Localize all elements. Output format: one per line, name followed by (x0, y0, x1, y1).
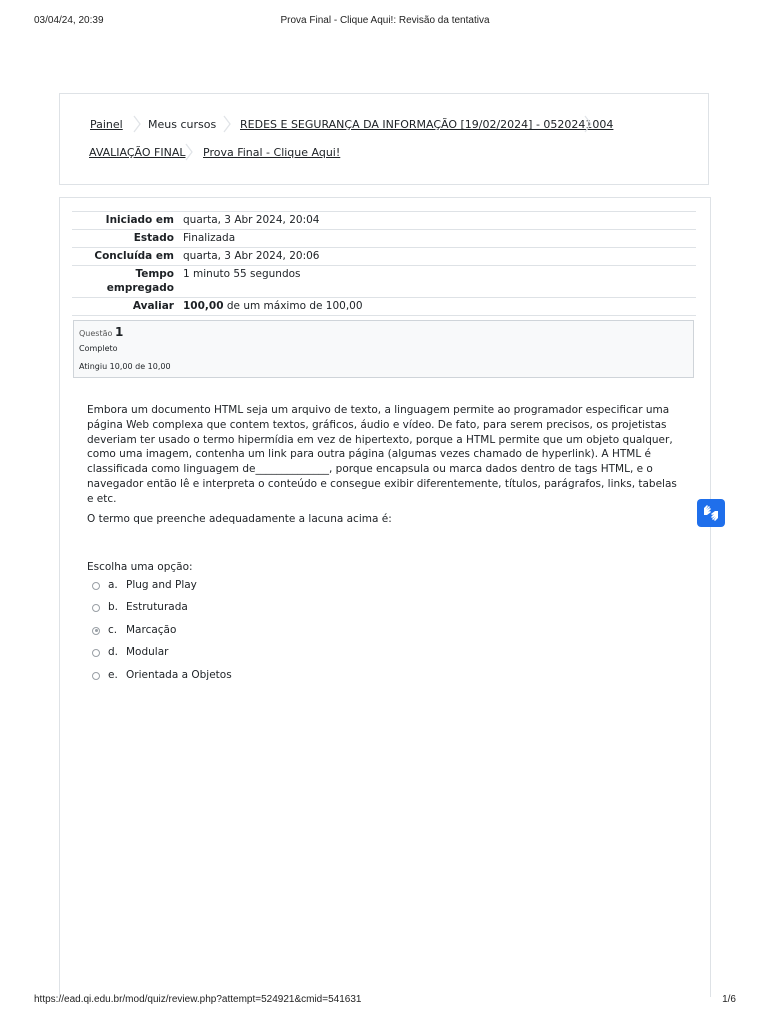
option-text: Marcação (126, 623, 177, 636)
summary-row-completed (72, 248, 696, 266)
summary-row-grade (72, 298, 696, 316)
breadcrumb-link-course[interactable]: REDES E SEGURANÇA DA INFORMAÇÃO [19/02/2024] - 0520241004 (240, 118, 614, 131)
print-page-number: 1/6 (722, 994, 736, 1005)
breadcrumb-link-prova-final[interactable]: Prova Final - Clique Aqui! (203, 146, 341, 159)
summary-value: 1 minuto 55 segundos (178, 266, 696, 298)
summary-value (178, 298, 696, 316)
accessibility-widget-button[interactable] (697, 499, 725, 527)
question-text: Embora um documento HTML seja um arquivo de texto, a linguagem permite ao programador especificar uma página Web complexa que contem textos, gráficos, áudio e vídeo. De fato, para serem precisos, os projetistas deveriam ter usado o termo hipermídia em vez de hipertexto, porque a HTML permite que um objeto qualquer, como uma imagem, contenha um link para outra página (algumas vezes chamado de hyperlink). A HTML é classificada como linguagem de______________, porque encapsula ou marca dados dentro de tags HTML, e o navegador então lê e interpreta o conteúdo e consegue exibir diferentemente, títulos, parágrafos, links, tabelas e etc. (87, 404, 677, 505)
summary-row-time-taken (72, 266, 696, 298)
summary-row-started (72, 212, 696, 230)
summary-row-state (72, 230, 696, 248)
breadcrumb-link-painel[interactable]: Painel (90, 118, 123, 131)
option-text: Estruturada (126, 601, 188, 614)
print-footer (34, 994, 736, 1008)
summary-label: Concluída em (72, 248, 178, 266)
summary-label: Iniciado em (72, 212, 178, 230)
option-text: Modular (126, 646, 169, 659)
option-letter: a. (108, 579, 118, 591)
option-letter: c. (108, 623, 118, 636)
question-label: Questão (79, 329, 113, 338)
option-text: Plug and Play (126, 579, 197, 591)
attempt-summary-table (72, 211, 696, 316)
question-number (79, 325, 123, 339)
option-letter: e. (108, 668, 118, 681)
summary-value: quarta, 3 Abr 2024, 20:06 (178, 248, 696, 266)
chevron-right-icon (223, 115, 231, 133)
chevron-right-icon (133, 115, 141, 133)
summary-value: quarta, 3 Abr 2024, 20:04 (178, 212, 696, 230)
option-text: Orientada a Objetos (126, 668, 232, 681)
choose-option-label: Escolha uma opção: (87, 561, 193, 573)
question-prompt: O termo que preenche adequadamente a lacuna acima é: (87, 513, 392, 525)
breadcrumb-link-avaliacao-final[interactable]: AVALIAÇÃO FINAL (89, 146, 186, 159)
print-page-title: Prova Final - Clique Aqui!: Revisão da tentativa (280, 15, 490, 26)
chevron-right-icon (584, 115, 592, 133)
breadcrumb (59, 93, 709, 185)
print-datetime: 03/04/24, 20:39 (34, 15, 104, 26)
sign-language-hands-icon (697, 499, 725, 527)
question-number-value: 1 (114, 325, 124, 339)
option-letter: b. (108, 601, 119, 614)
quiz-review-region (59, 197, 711, 997)
grade-score: 100,00 (183, 300, 224, 312)
radio-button-selected[interactable] (92, 627, 100, 635)
question-state: Completo (79, 344, 118, 353)
summary-value: Finalizada (178, 230, 696, 248)
option-letter: d. (108, 646, 119, 659)
question-info-box (73, 320, 694, 378)
print-url: https://ead.qi.edu.br/mod/quiz/review.php?attempt=524921&cmid=541631 (34, 994, 362, 1005)
radio-button[interactable] (92, 672, 100, 680)
breadcrumb-item-meus-cursos: Meus cursos (148, 118, 217, 131)
grade-max: de um máximo de 100,00 (223, 300, 363, 312)
print-header (34, 15, 736, 29)
question-grade: Atingiu 10,00 de 10,00 (79, 362, 171, 371)
chevron-right-icon (185, 143, 193, 161)
radio-button[interactable] (92, 582, 100, 590)
summary-label: Tempo empregado (72, 266, 178, 298)
summary-label: Estado (72, 230, 178, 248)
summary-label: Avaliar (72, 298, 178, 316)
